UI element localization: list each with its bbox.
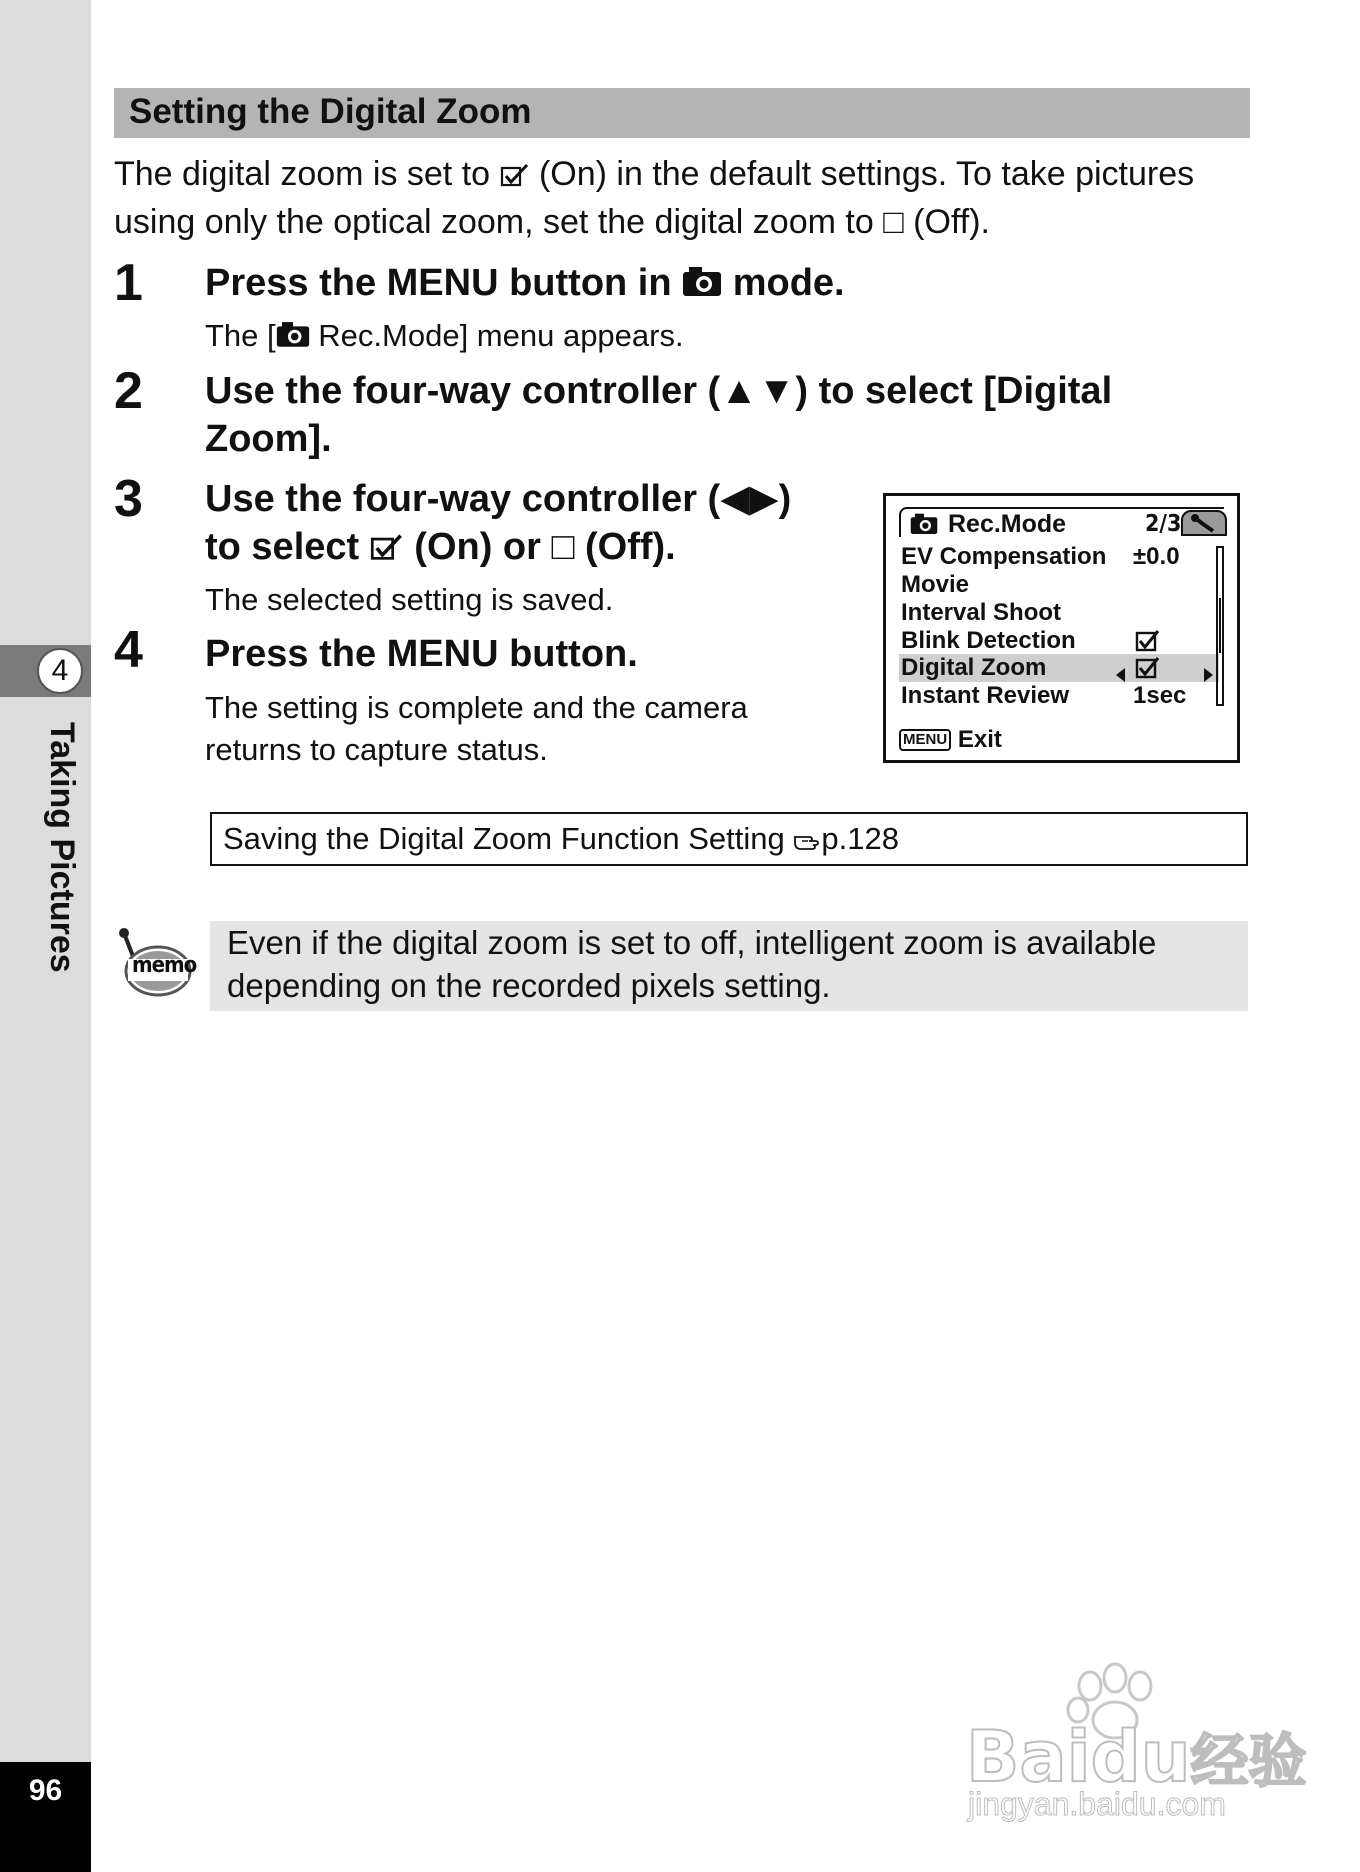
memo-icon [112,925,197,1002]
step-2-title-line1: Use the four-way controller (▲▼) to select [Digital [205,370,1113,412]
step-3-number: 3 [114,470,143,528]
step-1-title-text: Press the MENU button in [205,262,672,304]
step-2-title-line2: Zoom]. [205,418,332,460]
intro-text-1: The digital zoom is set to [114,155,491,193]
lcd-exit-hint [899,725,1002,755]
step-4-desc-line2: returns to capture status. [205,732,548,767]
section-title: Setting the Digital Zoom [129,92,532,131]
camera-icon [910,512,938,540]
lcd-row-interval-shoot [899,599,1219,627]
step-3-title-options: (On) or □ (Off). [414,526,676,568]
lcd-row-label: Digital Zoom [901,654,1047,681]
lcd-row-ev-compensation [899,543,1219,571]
reference-text: Saving the Digital Zoom Function Setting [223,821,785,856]
lcd-row-digital-zoom [899,654,1219,682]
step-1-description [205,315,684,359]
memo-icon-label: memo [132,953,197,978]
lcd-scrollbar [1216,546,1224,706]
lcd-page-indicator: 2/3 [1145,511,1182,537]
step-4-number: 4 [114,621,143,679]
lcd-row-label: EV Compensation [901,543,1107,570]
checkbox-checked-icon [370,526,404,574]
intro-paragraph [114,152,1254,245]
lcd-row-label: Blink Detection [901,627,1076,654]
menu-key-icon: MENU [899,729,951,751]
lcd-row-instant-review [899,682,1219,710]
step-1-desc-text-2: Rec.Mode] menu appears. [318,318,684,353]
camera-menu-screen [883,493,1240,763]
step-3-title-text: to select [205,526,360,568]
step-1-title [205,259,845,309]
step-1-desc-text: The [ [205,318,276,353]
lcd-row-value: ±0.0 [1133,543,1180,570]
watermark-url: jingyan.baidu.com [968,1786,1226,1822]
reference-page: p.128 [821,821,899,856]
checkbox-checked-icon [500,155,530,200]
pointing-hand-icon [793,816,821,866]
lcd-exit-label: Exit [957,726,1002,753]
step-1-number: 1 [114,254,143,312]
lcd-row-label: Movie [901,571,970,598]
lcd-row-value: 1sec [1133,682,1187,709]
step-4-title: Press the MENU button. [205,633,638,675]
lcd-row-label: Instant Review [901,682,1070,709]
wrench-icon [1183,512,1225,534]
step-4-desc-line1: The setting is complete and the camera [205,690,748,725]
watermark-brand: Baidu经验 [966,1716,1307,1798]
cross-reference-box [210,812,1248,866]
lcd-row-blink-detection [899,627,1219,655]
step-3-description: The selected setting is saved. [205,582,614,617]
baidu-watermark [960,1660,1307,1825]
chapter-title: Taking Pictures [43,722,81,973]
page-number: 96 [28,1774,63,1807]
lcd-row-label: Interval Shoot [901,599,1062,626]
step-1-title-mode: mode. [732,262,845,304]
camera-icon [682,261,722,309]
lcd-row-movie [899,571,1219,599]
step-3-title-line1: Use the four-way controller (◀▶) [205,478,792,520]
chapter-number: 4 [37,648,83,694]
lcd-scrollbar-thumb [1219,598,1221,653]
memo-text: Even if the digital zoom is set to off, intelligent zoom is available depending on the recorded pixels setting. [227,924,1157,1004]
lcd-menu-title: Rec.Mode [948,510,1067,538]
intro-text-2: (On) in the default settings. To take pictures using only the optical zoom, set the digital zoom to □ (Off). [114,155,1195,241]
lcd-setup-tab [1181,510,1227,536]
camera-icon [276,317,310,359]
step-3-title-line2 [205,523,676,574]
step-2-number: 2 [114,362,143,420]
